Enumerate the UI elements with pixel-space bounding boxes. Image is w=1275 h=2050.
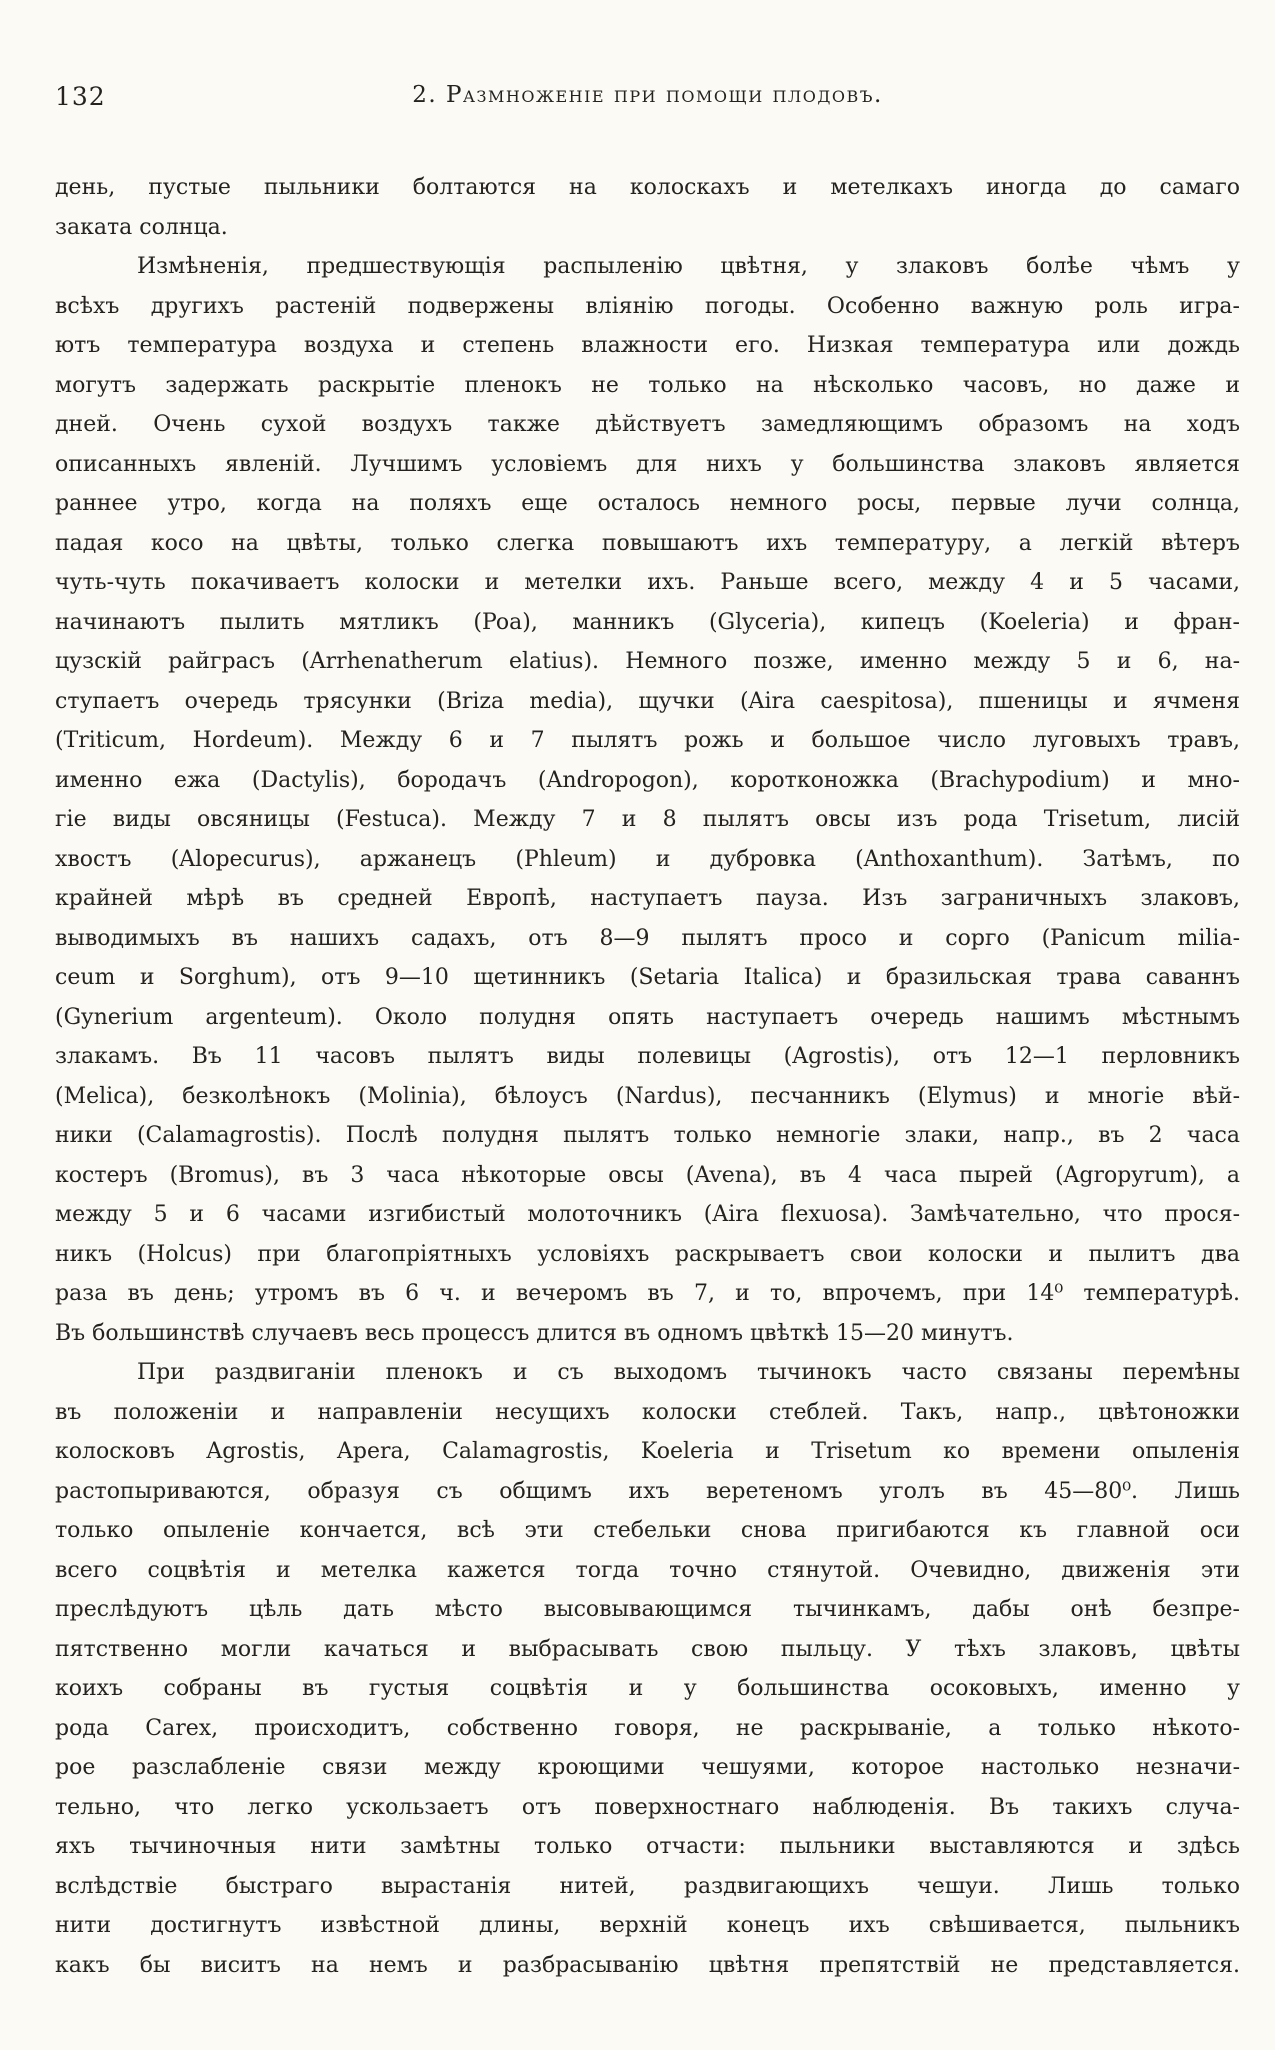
text-line: крайней мѣрѣ въ средней Европѣ, наступаетъ пауза. Изъ заграничныхъ злаковъ, xyxy=(55,886,1240,911)
text-line: выводимыхъ въ нашихъ садахъ, отъ 8—9 пылятъ просо и сорго (Panicum milia- xyxy=(55,925,1240,951)
page-number: 132 xyxy=(55,82,106,111)
text-line: (Triticum, Hordeum). Между 6 и 7 пылятъ рожь и большое число луговыхъ травъ, xyxy=(55,728,1240,753)
text-line: Измѣненія, предшествующія распыленію цвѣтня, у злаковъ болѣе чѣмъ у xyxy=(137,254,1240,279)
text-line: цузскій райграсъ (Arrhenatherum elatius). Немного позже, именно между 5 и 6, на- xyxy=(55,649,1240,674)
text-line: ники (Calamagrostis). Послѣ полудня пылятъ только немногіе злаки, напр., въ 2 часа xyxy=(55,1123,1240,1148)
paragraph-1 xyxy=(55,168,1240,247)
text-line: день, пустые пыльники болтаются на колоскахъ и метелкахъ иногда до самаго xyxy=(55,175,1240,200)
text-line: вслѣдствіе быстраго вырастанія нитей, раздвигающихъ чешуи. Лишь только xyxy=(55,1873,1240,1899)
text-line: костеръ (Bromus), въ 3 часа нѣкоторые овсы (Avena), въ 4 часа пырей (Agropyrum), а xyxy=(55,1162,1240,1188)
text-line: всего соцвѣтія и метелка кажется тогда точно стянутой. Очевидно, движенія эти xyxy=(55,1557,1240,1583)
text-line: колосковъ Agrostis, Apera, Calamagrostis, Koeleria и Trisetum ко времени опыленія xyxy=(55,1439,1240,1464)
text-line: заката солнца. xyxy=(55,214,228,240)
text-line: только опыленіе кончается, всѣ эти стебельки снова пригибаются къ главной оси xyxy=(55,1518,1240,1543)
text-line: нити достигнутъ извѣстной длины, верхній конецъ ихъ свѣшивается, пыльникъ xyxy=(55,1913,1240,1938)
text-line: какъ бы виситъ на немъ и разбрасыванію цвѣтня препятствій не представляется. xyxy=(55,1952,1240,1978)
text-line: (Gynerium argenteum). Около полудня опять наступаетъ очередь нашимъ мѣстнымъ xyxy=(55,1004,1240,1030)
text-line: яхъ тычиночныя нити замѣтны только отчасти: пыльники выставляются и здѣсь xyxy=(55,1834,1240,1859)
text-line: хвостъ (Alopecurus), аржанецъ (Phleum) и дубровка (Anthoxanthum). Затѣмъ, по xyxy=(55,846,1240,872)
text-line: между 5 и 6 часами изгибистый молоточникъ (Aira flexuosa). Замѣчательно, что прося- xyxy=(55,1202,1240,1227)
text-line: могутъ задержать раскрытіе пленокъ не только на нѣсколько часовъ, но даже и xyxy=(55,372,1240,398)
text-line: всѣхъ другихъ растеній подвержены вліянію погоды. Особенно важную роль игра- xyxy=(55,293,1240,319)
text-line: пятственно могли качаться и выбрасывать свою пыльцу. У тѣхъ злаковъ, цвѣты xyxy=(55,1636,1240,1662)
text-line: злакамъ. Въ 11 часовъ пылятъ виды полевицы (Agrostis), отъ 12—1 перловникъ xyxy=(55,1044,1240,1069)
text-line: тельно, что легко ускользаетъ отъ поверхностнаго наблюденія. Въ такихъ случа- xyxy=(55,1794,1240,1820)
text-line: раза въ день; утромъ въ 6 ч. и вечеромъ въ 7, и то, впрочемъ, при 14⁰ температурѣ. xyxy=(55,1281,1240,1306)
text-line: При раздвиганіи пленокъ и съ выходомъ тычинокъ часто связаны перемѣны xyxy=(137,1360,1240,1385)
text-line: гіе виды овсяницы (Festuca). Между 7 и 8 пылятъ овсы изъ рода Trisetum, лисій xyxy=(55,807,1240,832)
text-line: растопыриваются, образуя съ общимъ ихъ веретеномъ уголъ въ 45—80⁰. Лишь xyxy=(55,1478,1240,1504)
running-head: 2. Размноженіе при помощи плодовъ. xyxy=(412,82,883,108)
text-line: Въ большинствѣ случаевъ весь процессъ длится въ одномъ цвѣткѣ 15—20 минутъ. xyxy=(55,1320,1014,1346)
body-text xyxy=(55,168,1240,1985)
text-line: преслѣдуютъ цѣль дать мѣсто высовывающимся тычинкамъ, дабы онѣ безпре- xyxy=(55,1597,1240,1622)
text-line: описанныхъ явленій. Лучшимъ условіемъ для нихъ у большинства злаковъ является xyxy=(55,451,1240,477)
text-line: именно ежа (Dactylis), бородачъ (Andropogon), коротконожка (Brachypodium) и мно- xyxy=(55,767,1240,793)
text-line: раннее утро, когда на поляхъ еще осталось немного росы, первые лучи солнца, xyxy=(55,491,1240,516)
text-line: коихъ собраны въ густыя соцвѣтія и у большинства осоковыхъ, именно у xyxy=(55,1676,1240,1701)
text-line: ceum и Sorghum), отъ 9—10 щетинникъ (Setaria Italica) и бразильская трава саваннъ xyxy=(55,965,1240,990)
text-line: чуть-чуть покачиваетъ колоски и метелки ихъ. Раньше всего, между 4 и 5 часами, xyxy=(55,570,1240,595)
text-line: никъ (Holcus) при благопріятныхъ условіяхъ раскрываетъ свои колоски и пылитъ два xyxy=(55,1241,1240,1267)
text-line: падая косо на цвѣты, только слегка повышаютъ ихъ температуру, а легкій вѣтеръ xyxy=(55,530,1240,556)
text-line: въ положеніи и направленіи несущихъ колоски стеблей. Такъ, напр., цвѣтоножки xyxy=(55,1399,1240,1425)
text-line: ступаетъ очередь трясунки (Briza media), щучки (Aira caespitosa), пшеницы и ячменя xyxy=(55,688,1240,714)
paragraph-3 xyxy=(55,1353,1240,1985)
text-line: начинаютъ пылить мятликъ (Poa), манникъ (Glyceria), кипецъ (Koeleria) и фран- xyxy=(55,609,1240,635)
text-line: (Melica), безколѣнокъ (Molinia), бѣлоусъ (Nardus), песчанникъ (Elymus) и многіе вѣй- xyxy=(55,1083,1240,1109)
page-header xyxy=(55,82,1240,122)
text-line: рода Carex, происходитъ, собственно говоря, не раскрываніе, а только нѣкото- xyxy=(55,1715,1240,1741)
text-line: рое разслабленіе связи между кроющими чешуями, которое настолько незначи- xyxy=(55,1755,1240,1780)
paragraph-2 xyxy=(55,247,1240,1353)
text-line: ютъ температура воздуха и степень влажности его. Низкая температура или дождь xyxy=(55,333,1240,358)
text-line: дней. Очень сухой воздухъ также дѣйствуетъ замедляющимъ образомъ на ходъ xyxy=(55,412,1240,437)
